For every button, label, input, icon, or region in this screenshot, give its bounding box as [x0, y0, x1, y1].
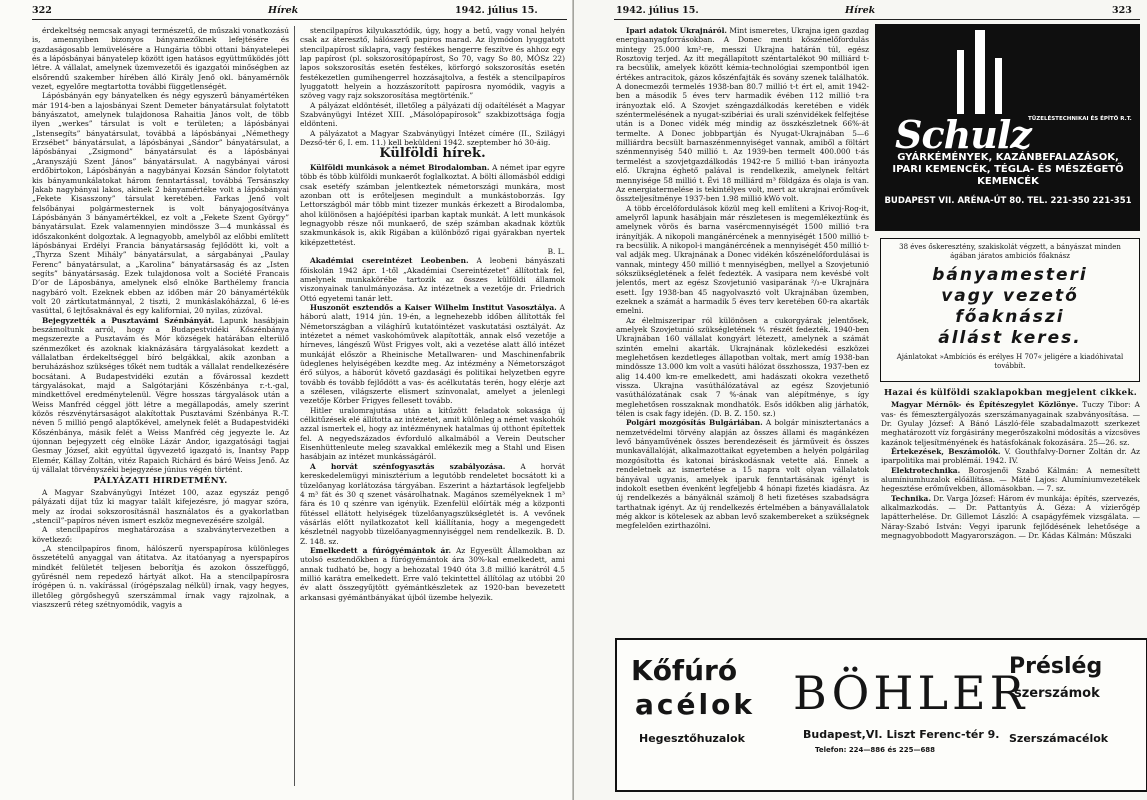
- article-paragraph: [616, 204, 869, 316]
- article-text: Dr. Varga József: Három év munkája: építés, szervezés, alkalmazkodás. — Dr. Pattantyús Á. Géza: A vízierőgép lapátterhelése. Dr. Gillemot László: A csapágyfémek vizsgálata. — Náray-Szabó István: Vegyi iparunk fejlődésének lehetősége a megnagyobbodott Magyarországon. — Dr. Kádas Kálmán: Műszaki: [881, 493, 1140, 541]
- article-text: Hitler uralomrajutása után a kitűzött feladatok sokasága új célkitűzések elé állította az intézetet, amit különleg a német vaskohók azzal ismertek el, hogy az intézménynek hatalmas új otthont építettek fel. A negyedszázados évforduló alkalmából a Verein Deutscher Eisenhüttenleute meleg szavakkal emlékezik meg a Stahl und Eisen hasábjain az intézet munkásságáról.: [300, 405, 565, 462]
- bohler-right-line-2: szerszámok: [1014, 686, 1100, 701]
- article-headline: Ipari adatok Ukrajnáról.: [626, 26, 727, 35]
- bohler-left-line-2: acélok: [635, 688, 755, 721]
- article-signature: B. L.: [547, 246, 565, 256]
- bohler-advertisement: [615, 638, 1147, 792]
- article-text: Az Egyesült Államokban az utolsó esztendőkben a fúrógyémántok ára 30%-kal emelkedett, ami annak tudható be, hogy a behozatal 1940 óta 3.8 millió karátról 4.5 millió karátra emelkedett. Erre való tekintettel állítólag az utóbbi 20 év alatt összegyűjtött gyémántkészletek az 1920-ban bevezetett arkansasi gyémántbányákat újból üzembe helyezik.: [300, 545, 565, 602]
- header-rule: [614, 19, 1140, 20]
- chimney-icon: [995, 58, 1002, 114]
- schulz-products: GYÁRKÉMÉNYEK, KAZÁNBEFALAZÁSOK, IPARI KEMENCÉK, TÉGLA- ÉS MÉSZÉGETŐ KEMENCÉK: [892, 152, 1124, 187]
- article-text: A stencilpapíros meghatározása a szabványtervezetben a következő:: [32, 525, 289, 544]
- section-heading: PÁLYÁZATI HIRDETMÉNY.: [93, 475, 228, 486]
- article-paragraph: [32, 488, 289, 525]
- article-text: A háború alatt, 1914 jún. 19-én, a legnehezebb időben állították fel Németországban a világhírű kutatóintézet vaskutatási osztályát. Az intézetet a német vaskohómüvek alapították, annak első vezetője a hírneves, lángészű Wüst Frigyes volt, aki a vezetése alatt álló intézet munkáját először a Rheinische Metallwaren- und Maschinenfabrik üdeglenes helyiségében kezdte meg. Az intézmény a Németországot érő súlyos, a háborút követő gazdasági és politikai helyzetben egyre tovább és tovább fejlődött a vas- és acélkutatás terén, hogy elérje azt a szélesen, világszerte elismert színvonalat, amelyet a jelenlegi vezetője Körber Frigyes fellesett tovább.: [300, 302, 565, 406]
- job-ad-line-3: főaknászi: [955, 307, 1065, 327]
- job-ad-line-2: vagy vezető: [941, 286, 1079, 306]
- article-paragraph: [300, 101, 565, 129]
- article-text: A Magyar Szabványügyi Intézet 100, azaz egyszáz pengő pályázati díjat tűz ki magyar talált kifejezésre, jó magyar szóra, mely az írodai sokszorosításnál használatos és a gyakorlatban „stencil”-papíros néven ismert eszköz megnevezésére szolgál.: [32, 487, 289, 525]
- running-title: Hírek: [845, 5, 876, 16]
- article-headline: Külföldi munkások a német Birodalomban.: [310, 162, 490, 172]
- article-text: „A stencilpapíros finom, hálószerű nyerspapírosa különleges összetételű anyaggal van átitatva. Az itatóanyag a nyerspapíros mindkét felületét teljesen beborítja és azokon összefüggő, gyűrésnél nem repedező hártyát alkot. Ha a stencilpapírosra írógépen ú. n. vakírással (írógépszalag nélkül) írnak, vagy hegyes, illetőleg görgőshegyű szerszámmal írnak vagy rajzolnak, a viaszszerű réteg szétnyomódik, vagyis a: [32, 543, 289, 609]
- article-text: A több ércelőfordulások közül meg kell említeni a Krivoj-Rog-it, amelyről lapunk hasábjain már részletesen is megemlékeztünk és amelynek vörös és barna vasércmennyiségét 1500 millió t-ra irányítják. A nikopoli mangánércének a mennyiségét 1500 millió t-ra becsülik. A nikopol-i mangánércének a mennyiségét 450 millió t-val adják meg. Ukrajnának a Donec vidékén kőszénelőfordulásai is vannak, mintegy 450 millió t mennyiségben, mellyel a Szovjetunió sókszükségletének a felét fedezték. A vasipara nem kevésbé volt jelentős, mert az egész Szovjetunió vasiparának ²/₃-e Ukrajnára esett. Így 1938-ban 45 nagyolvasztó volt Ukrajnában üzemben, ezeknek a számát a harmadik 5 éves terv keretében 60-ra akarták emelni.: [616, 203, 869, 316]
- article-text: V. Gouthfalvy-Dorner Zoltán dr. Az iparpolitika mai problémái. 1942. IV.: [881, 447, 1140, 466]
- article-text: Lapunk hasábjain beszámoltunk arról, hogy a Budapestvidéki Kőszénbánya megszerezte a Pusztavám és Mór községek határában elterülő szénmezőket és azoknak kiaknázására tárgyalásokat kezdett a vállalatban érdekeltséggel bíró belgákkal, akik azonban a beruházáshoz szükséges tőkét nem tudták a vállalat rendelkezésére bocsátani. A Budapestvidéki ezután a fővárossal kezdett tárgyalásokat, majd a Salgótarjáni Kőszénbánya r.-t.-gal, mindkettővel eredménytelenül. Végre hosszas tárgyalások után a Weiss Manfréd céggel jött létre a megállapodás, amely szerint közös részvénytársaságot alakítottak Pusztavámi Szénbánya R.-T. néven 5 millió pengő alaptőkével, amelynek felét a Budapestvidéki Kőszénbánya, másik felét a Weiss Manfréd cég jegyezte le. Az újonnan bejegyzett cég elnöke Lázár Andor, igazgatósági tagjai Gesmay József, akit egyúttal ügyvezető igazgató is, Inantsy Papp Elemér, Kállay Zoltán, vitéz Rapaich Richárd és báró Weiss Jenő. Az új vállalat törvényszéki bejegyzése június végén történt.: [32, 315, 289, 475]
- article-headline: Elektrotechnika.: [891, 465, 961, 475]
- article-column-3: [616, 26, 869, 616]
- schulz-tel-numbers: 221-350 221-351: [1050, 196, 1132, 206]
- job-wanted-advertisement: [880, 238, 1140, 382]
- article-text: Tuczy Tibor: A vas- és fémesztergályozás szerszámanyagainak szabványosítása. — Dr. Gyulay József: A Bánó László-féle szabadalmazott szerkezet meghatározott víz forgásirány megerőszakolni módosítás a vízcsöves kazánok teljesítményének és hatásfokának fokozására. 25—26. sz.: [881, 400, 1140, 447]
- schulz-tel-label: TEL.: [1027, 196, 1048, 206]
- bohler-left-line-1: Kőfúró: [631, 654, 738, 687]
- article-paragraph: [300, 256, 565, 303]
- article-text: Borosjenői Szabó Kálmán: A nemesített alumíniumhuzalok előállítása. — Máté Lajos: Alumíniumvezetékek hegesztése erőművekben, állomásokban. — 7. sz.: [881, 465, 1140, 494]
- article-headline: Bejegyzették a Pusztavámi Szénbányát.: [42, 315, 215, 325]
- page-date: 1942. július 15.: [455, 5, 538, 16]
- article-paragraph: [32, 525, 289, 544]
- article-column-1: [32, 26, 289, 796]
- article-paragraph: [300, 26, 565, 101]
- article-paragraph: [32, 91, 289, 315]
- page-date: 1942. július 15.: [616, 5, 699, 16]
- bohler-phone: Telefon: 224—886 és 225—688: [815, 746, 936, 754]
- article-paragraph: [32, 544, 289, 609]
- article-headline: Értekezések, Beszámolók.: [891, 447, 1001, 457]
- page-number: 323: [1112, 5, 1132, 16]
- article-paragraph: [881, 466, 1140, 494]
- article-column-4: [881, 387, 1140, 631]
- job-ad-line-1: bányamesteri: [932, 265, 1088, 285]
- article-text: A bolgár minisztertanács a nemzetvédelmi törvény alapján az összes állami és magánkézen levő bányaművének összes berendezéseit és járműveit és összes munkavállalóját, alkalmazottaikat egyetemben a helyén polgárilag mozgósította és katonai bíráskodásnak vetette alá. Ennek a rendeletnek az ismertetése a 15 napra volt olyan vállalatok bányával ugyanis, amelyek iparuk fenntartásának igényt is indokolt esetben évenként legfeljebb 4 hónapi fizetés kiadásra. Az új rendelkezés a bányáknál számolj 8 heti fizetéses szabadságra tarthatnak igényt. Az új rendelkezés értelmében a bányavállalatok még akkor is kötelesek az abban levő szakembereket a szükségnek megfelelően ezirthazólni.: [616, 418, 869, 531]
- article-paragraph: [300, 163, 565, 247]
- article-headline: Magyar Mérnök- és Építészegylet Közlönye.: [891, 400, 1079, 410]
- article-paragraph: [32, 316, 289, 475]
- article-paragraph: [300, 303, 565, 406]
- article-headline: Akadémiai csereintézet Leobenben.: [310, 256, 469, 266]
- page-number: 322: [32, 5, 52, 16]
- schulz-address: [883, 196, 1133, 206]
- bohler-right-line-3: Szerszámacélok: [1009, 732, 1109, 745]
- article-paragraph: [881, 494, 1140, 541]
- article-paragraph: [616, 418, 869, 530]
- article-text: A leobeni bányászati főiskolán 1942 ápr. 1-től „Akadémiai Csereintézetet” állítottak fel, amelynek munkakörébe tartozik az összes külföldi államok viszonyainak tanulmányozása. Az intézetnek a vezetője dr. Friedrich Ottó egyetemi tanár lett.: [300, 256, 565, 303]
- article-paragraph: [881, 447, 1140, 466]
- article-headline: A horvát szénfogyasztás szabályozása.: [310, 461, 506, 471]
- chimney-icon: [957, 50, 964, 114]
- article-paragraph: [300, 546, 565, 602]
- article-paragraph: [300, 462, 565, 546]
- schulz-logo: Schulz: [895, 112, 1031, 157]
- article-paragraph: [32, 26, 289, 91]
- article-paragraph: [300, 129, 565, 148]
- article-text: Lápósbányán egy bányatelken és négy egyszerű bányamértéken már 1914-ben a lajosbányai Szent Demeter bányatársulat folytatott bányászatot, amelynek tulajdonosa Rahaitia János volt, de több ilyen „werkes” társulat is volt e területen; a lápósbányai „Istensegíts” bányatársulat, továbbá a lápósbányai „Némethegy Erzsébet” bányatársulat, a lápósbányai „Sándor” bányatársulat, a lápósbányai „Zsigmond” bányatársulat és a lápósbányai „Aranyszájú Szent János” bányatársulat. A nagybányai városi erdőbirtokon, Lápósbányán a nagybányai Kozsán Sándor folytatott kis bányamunkálatokat három fenntartással, továbbá Tersánszky Jakab nagybányai lakos, akinek 2 bányamértéke volt a lápósbányai „Fekete Kisasszony” társulat keretében. Farkas Jenő volt felsőbányai polgármesternek is volt bányajogosítványa Lápósbányán 3 bányamértékkel, ez volt a „Fekete Szent György” bányatársulat. Ezek valamennyien mindössze 3—4 munkással és időszakonként dolgoztak. A legnagyobb, amelyből az előbbi említett lápósbányai Erdélyi Francia bányatársaság fejlődött ki, volt a „Thyrza Szent Mihály” bányatársulat, a sárgabányai „Paulay Ferenc” bányatársulat, a „Karolina” bányatársaság és az „Isten segíts” bányatársaság. Ezek tulajdonosa volt a Société Francais D’or de Láposbánya, amelynek első elnöke Barthélemy francia nagybáró volt. Ezeknek ebben az időben már 20 bányamértékük volt 20 zártkutatmánnyal, 2 tiszti, 2 munkáslakóházzal, 6 lé-es vasúttal, 6 lejtősaknával és egy kaliforniai, 20 nyilas, zúzóval.: [32, 91, 289, 316]
- section-heading: Külföldi hírek.: [379, 146, 486, 162]
- job-ad-intro: 38 éves őskeresztény, szakiskolát végzett, a bányászat minden ágában járatos ambiciós főaknász: [899, 243, 1121, 260]
- article-column-2: [300, 26, 565, 796]
- article-text: stencilpapíros kilyukasztódik, úgy, hogy a betű, vagy vonal helyén csak az áteresztő, hálószerű papiros marad. Az ilymódon lyuggatott stencilpapírost siklapra, vagy festékes hengerre feszítve és ahhoz egy lap papírost (pl. sokszorosítópapírost, So 70, vagy So 80, MÓSz 22) lapos sokszorosítás esetén festékes, körforgó sokszorosítás esetén festékezetlen gumihengerrel hozzásajtolva, a festék a stencilpapíros lyuggatott helyein a hozzászorított papírosra nyomódik, vagyis a szöveg vagy rajz sokszorosítása megtörténik.”: [300, 26, 565, 101]
- chimney-icon: [975, 30, 985, 114]
- job-ad-line-4: állást keres.: [938, 328, 1082, 348]
- bohler-left-line-3: Hegesztőhuzalok: [639, 732, 745, 745]
- article-paragraph: [616, 26, 869, 204]
- section-heading: Hazai és külföldi szaklapokban megjelent cikkek.: [883, 388, 1137, 398]
- article-text: Mint ismeretes, Ukrajna igen gazdag energiaanyagforrásokban. A Donec menti kőszénelőfordulás mintegy 25.000 km²-re, messzi Ukrajna határán túl, egész Rosztovig terjed. Az itt megállapított széntartalékot 90 milliárd t-ra becsülik, amelyek között kémia-technológiai szempontból igen értékes antracitok, gázos kőszénfajták és sovány szenek találhatók. A donecmezői termelés 1938-ban 80.7 millió t-t ért el, amit 1942-ben a második 5 éves terv harmadik évében 112 millió t-ra irányoztak elő. A Szovjet széngazdálkodás keretében e vidék széntermelésének a nyugat-szibériai és urali szénvidékek felfejtése után is a Donec vidék még mindig az összkészletnek 66%-át termelte. A Donec jobbpartján és Nyugat-Ukrajnában 5—6 milliárdra becsült barnaszénmennyiséget vannak, amiből a föltárt szénmennyiség 540 millió t. Az 1939-ben termelt 400.000 t-ás termelést a szovjetgazdálkodás 1942-re 5 millió t-ban irányozta elő. Ukrajna éghető palával is rendelkezik, amelynek feltárt mennyisége 58 millió t. Évi 18 milliárd m³ földgáza és olaja is van. Az energiatermelése is tekintélyes volt, mert az ukrajnai erőművek összteljesítménye 1937-ben 1.98 millió kWó volt.: [616, 26, 869, 204]
- article-headline: Emelkedett a fúrógyémántok ár.: [310, 545, 452, 555]
- article-headline: Huszonöt esztendős a Kaiser Wilhelm Institut Vasosztálya.: [310, 302, 557, 312]
- header-rule: [32, 19, 567, 20]
- bohler-brand: BÖHLER: [793, 666, 1029, 720]
- running-title: Hírek: [268, 5, 299, 16]
- bohler-address: Budapest,VI. Liszt Ferenc-tér 9.: [803, 728, 1000, 741]
- schulz-street: VII. ARÉNA-ÚT 80.: [938, 196, 1025, 206]
- article-text: A horvát kereskedelemügyi minisztérium a legutóbb rendeletet bocsátott ki a tüzelőanyag korlátozása tárgyában. Eszerint a háztartások legfeljebb 4 m³ fát és 30 q szenet vásárolhatnak. Magános személyeknek 1 m³ fára és 10 q szénre van igényük. Ezenfelül előírták még a központi fűtéssel ellátott helyiségek tüzelőanyagszükségletét is. A vevőnek vásárlás előtt nyilatkozatot kell kiállítania, hogy a megengedett készletnél nagyobb tüzelőanyagmennyiséggel nem rendelkezik. B. D. Z. 148. sz.: [300, 461, 565, 546]
- article-headline: Technika.: [891, 493, 931, 503]
- column-divider: [294, 26, 295, 786]
- job-ad-footer: Ajánlatokat »Ambíciós és erélyes H 707« jeligére a kiadóhivatal továbbít.: [896, 353, 1124, 370]
- article-paragraph: [881, 400, 1140, 447]
- schulz-city: BUDAPEST: [884, 196, 936, 206]
- article-text: Az élelmiszeripar ról különösen a cukorgyárak jelentősek, amelyek Szovjetunió szükségletének ⅘ részét fedezték. 1940-ben Ukrajnában 160 vállalat kongyárt létezett, amelynek a számát szintén emelni akarták. Ukrajnának közlekedési eszközei meglehetősen kezdetleges állapotban voltak, mert amíg 1938-ban mindössze 13.000 km volt a vasúti hálózat összhossza, 1937-ben ez alig 14.400 km-re emelkedett, ami hadászati okokra vezethető vissza. Ukrajna vasúthálózatával az egész Szovjetunió vasúthálózatának csak 7 %-ának van alépítménye, s így meglehetősen rosszaknak mondhatók. Esős időkben alig járhatók, télen is csak fagy idején. (D. B. Z. 150. sz.): [616, 315, 869, 419]
- article-text: érdekeltség nemcsak anyagi természetű, de műszaki vonatkozású is, amennyiben bizonyos bányamezőknek lefejtésére és gazdaságosabb lemüvelésére a Hungária többi ottani bányatelepei és a lápósbányai bányatelep között igen hatásos együttműködés jött létre. A vállalat, amelynek üzemvezetői és igazgatói minőségben az elsőrendű szakember hírében álló Király Jenő okl. bányamérnök vezet, egyelőre megtartotta további függetlenségét.: [32, 26, 289, 92]
- article-text: A pályázat eldöntését, illetőleg a pályázati díj odaítélését a Magyar Szabványügyi Intézet XIII. „Másolópapírosok” szakbizottsága fogja eldönteni.: [300, 100, 565, 129]
- bohler-right-line-1: Préslég: [1009, 654, 1103, 679]
- article-text: A pályázatot a Magyar Szabványügyi Intézet címére (II., Szilágyi Dezső-tér 6, I. em. 11.) kell beküldeni 1942. szeptember hó 30-áig.: [300, 128, 565, 148]
- article-paragraph: [616, 316, 869, 419]
- schulz-advertisement: [875, 24, 1140, 231]
- article-headline: Polgári mozgósítás Bulgáriában.: [626, 418, 763, 428]
- article-paragraph: [300, 406, 565, 462]
- schulz-tagline: TÜZELÉSTECHNIKAI ÉS ÉPÍTŐ R.T.: [1028, 116, 1132, 122]
- article-text: A német ipar egyre több és több külföldi munkaerőt foglalkoztat. A bölti állomásból eddigi csak esetéfy számban jelentkeztek németországi munkára, most azonban ott is erőteljesen megindult a munkástoborzás. Igy Lettországból már több mint tizezer munkás érkezett a Birodalomba, ahol különösen a hajóépítési iparban kaptak munkát. A lett munkások legnagyobb része női munkaerő, de szép számban akadnak köztük szakmunkások is, akik Rigában a különböző rigai gyárakban nyertek kiképzettetést.: [300, 162, 565, 247]
